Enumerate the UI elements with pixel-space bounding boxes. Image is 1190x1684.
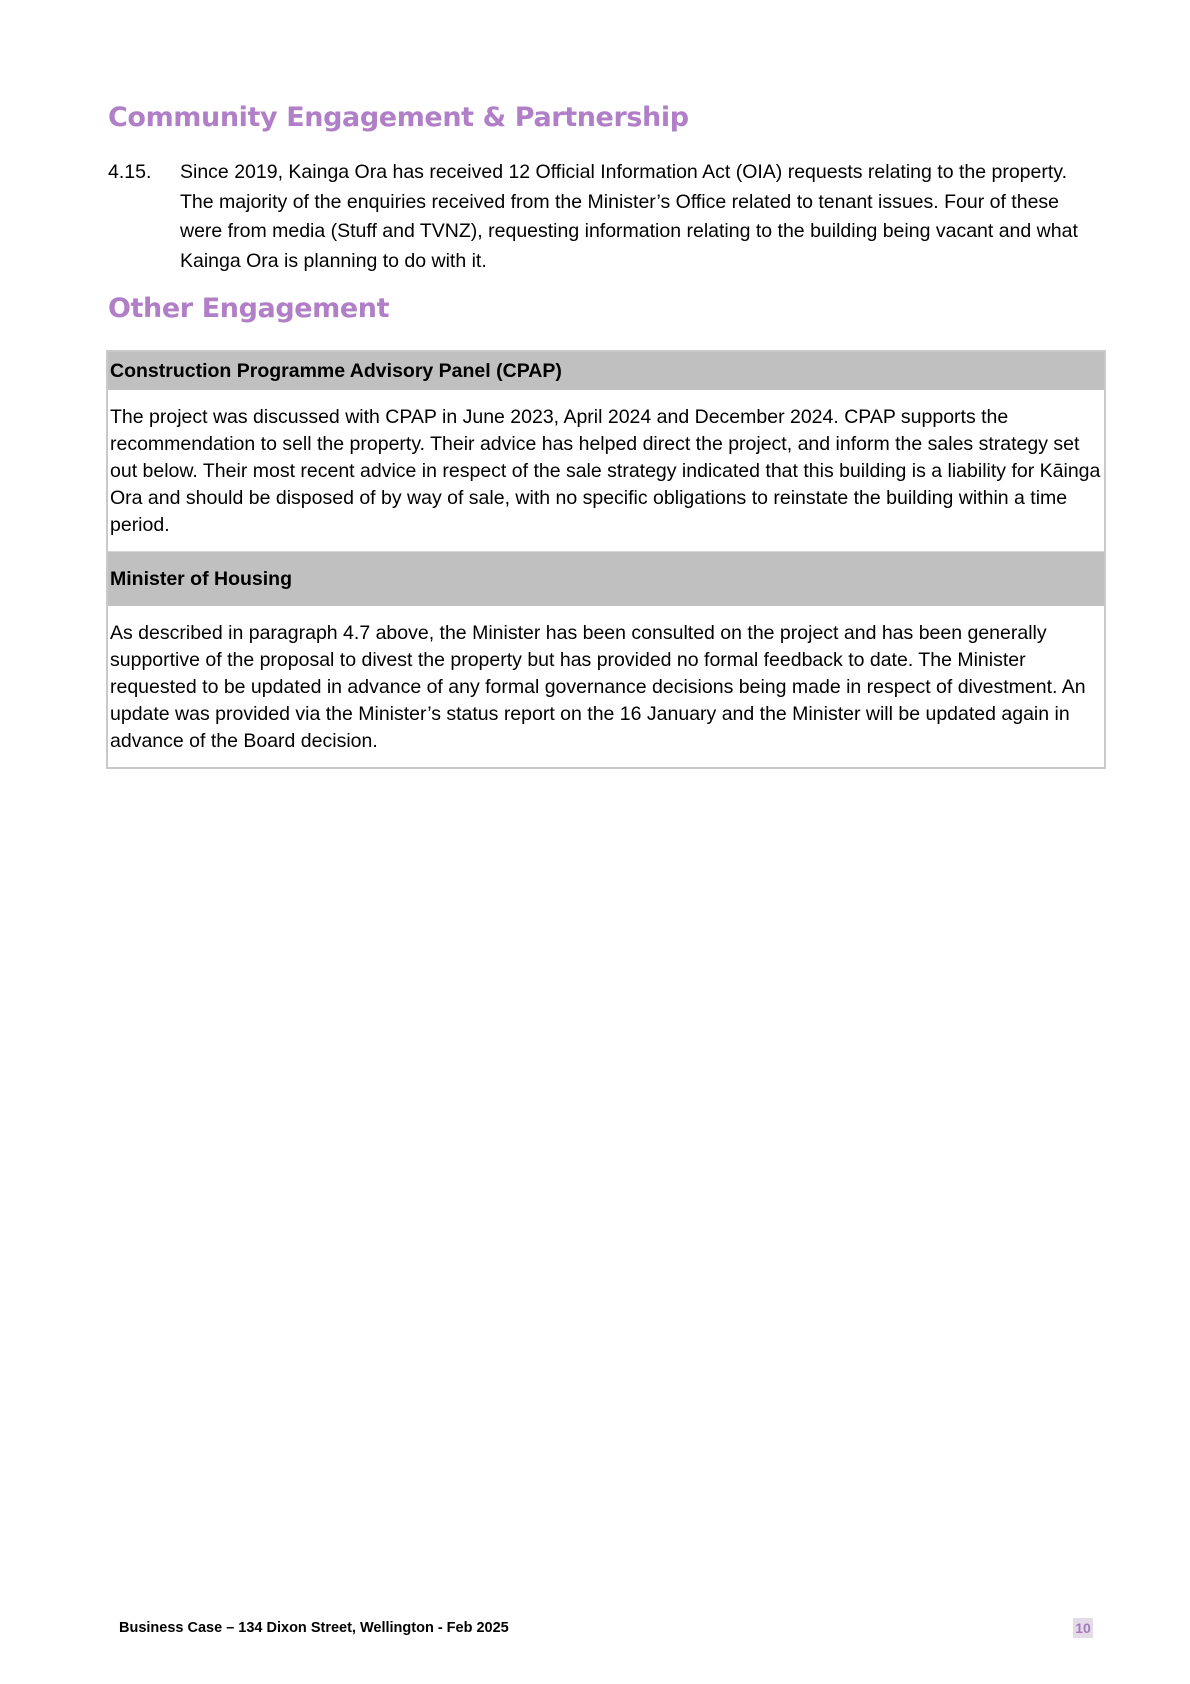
other-engagement-heading: Other Engagement: [108, 293, 390, 324]
table-cell-minister: As described in paragraph 4.7 above, the Minister has been consulted on the project and has been generally supportive of the proposal to divest the property but has provided no formal feedback to date. The Minister requested to be updated in advance of any formal governance decisions being made in respect of divestment. An update was provided via the Minister’s status report on the 16 January and the Minister will be updated again in advance of the Board decision.: [108, 606, 1104, 767]
paragraph-4-15: [108, 158, 1098, 276]
page-number: 10: [1073, 1618, 1093, 1638]
other-engagement-table: [106, 350, 1106, 769]
paragraph-number: 4.15.: [108, 161, 152, 183]
table-header-cpap: [108, 352, 1104, 390]
table-cell-cpap: The project was discussed with CPAP in June 2023, April 2024 and December 2024. CPAP supports the recommendation to sell the property. Their advice has helped direct the project, and inform the sales strategy set out below. Their most recent advice in respect of the sale strategy indicated that this building is a liability for Kāinga Ora and should be disposed of by way of sale, with no specific obligations to reinstate the building within a time period.: [108, 390, 1104, 552]
table-header-minister: [108, 552, 1104, 606]
community-engagement-heading: Community Engagement & Partnership: [108, 102, 689, 133]
table-header-cpap-label: Construction Programme Advisory Panel (CPAP): [110, 359, 562, 382]
table-header-minister-label: Minister of Housing: [110, 567, 292, 590]
footer-document-title: Business Case – 134 Dixon Street, Wellington - Feb 2025: [119, 1620, 509, 1636]
paragraph-text: Since 2019, Kainga Ora has received 12 Official Information Act (OIA) requests relating to the property. The majority of the enquiries received from the Minister’s Office related to tenant issues. Four of these were from media (Stuff and TVNZ), requesting information relating to the building being vacant and what Kainga Ora is planning to do with it.: [180, 161, 1078, 272]
